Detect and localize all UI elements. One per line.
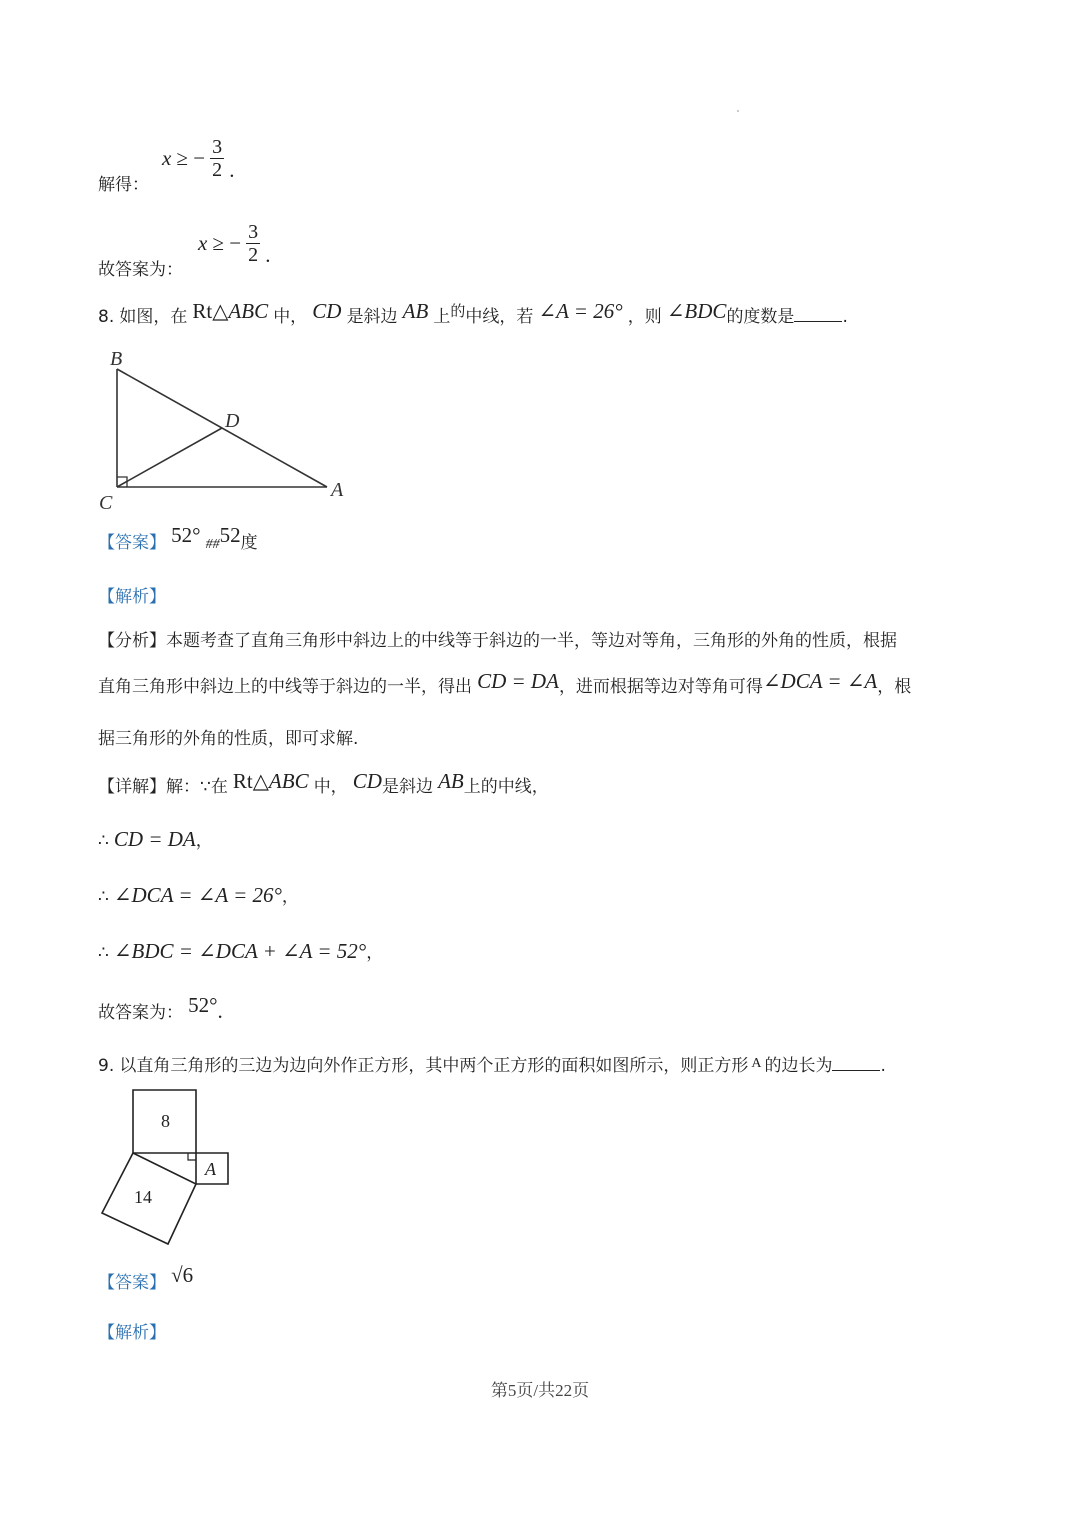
q9-text-2: 的边长为 — [764, 1056, 833, 1076]
q8-detail-cd: CD — [352, 769, 382, 793]
q8-text-4: 上 — [433, 307, 451, 327]
label-a: A — [331, 479, 344, 501]
q8-cd: CD — [312, 299, 342, 323]
final-answer-label: 故答案为： — [98, 1003, 183, 1023]
step-3-end: ， — [366, 943, 384, 963]
q8-detail-abc: ABC — [268, 769, 309, 793]
q8-detail-ab: AB — [438, 769, 464, 793]
label-c: C — [99, 492, 113, 514]
q8-fenxi-text-2a: 直角三角形中斜边上的中线等于斜边的一半，得出 — [98, 677, 472, 697]
q8-number: 8. — [98, 307, 115, 327]
q8-text-3: 是斜边 — [346, 307, 398, 327]
page-number: 第5页/共22页 — [490, 1381, 590, 1400]
prev-answer-relation: ≥ − — [212, 231, 242, 255]
median-cd — [117, 428, 222, 487]
solve-label: 解得： — [98, 175, 149, 195]
step-3-therefore: ∴ — [98, 943, 109, 962]
q8-answer-sep: ## — [205, 537, 220, 552]
q8-angle-a: ∠A = 26° — [538, 299, 623, 323]
prev-answer-expression — [198, 221, 270, 268]
q8-step-3 — [98, 938, 383, 964]
q8-step-1 — [98, 826, 213, 852]
q8-answer-tag: 【答案】 — [98, 533, 166, 553]
q8-detail-rt: Rt△ — [232, 769, 269, 793]
q8-analysis-tag: 【解析】 — [98, 587, 166, 607]
q8-abc: ABC — [228, 299, 269, 323]
step-1-equation: CD = DA — [113, 827, 196, 851]
q8-text-5: 中线，若 — [465, 307, 534, 327]
q9-text: 以直角三角形的三边为边向外作正方形，其中两个正方形的面积如图所示，则正方形 — [119, 1056, 749, 1076]
q8-text-1: 如图，在 — [119, 307, 188, 327]
final-answer-end: . — [217, 999, 223, 1023]
q9-stem — [98, 1051, 886, 1076]
square-14-label: 14 — [134, 1187, 152, 1207]
q8-text-4b: 的 — [450, 302, 466, 320]
q8-fenxi-line-1 — [98, 626, 897, 651]
solve-relation: ≥ − — [176, 146, 206, 170]
page-footer — [0, 1376, 1080, 1401]
q8-text-2: 中， — [273, 307, 308, 327]
solve-denominator: 2 — [212, 159, 223, 181]
q8-stem — [98, 299, 848, 328]
final-answer-value: 52° — [188, 993, 218, 1017]
q8-fenxi-line-3: 据三角形的外角的性质，即可求解. — [98, 729, 359, 749]
q9-answer-blank — [832, 1054, 880, 1071]
q9-answer-tag: 【答案】 — [98, 1273, 166, 1293]
prev-answer-var: x — [198, 231, 208, 255]
q8-answer-line — [98, 523, 258, 554]
prev-answer-numerator: 3 — [248, 221, 259, 243]
q8-final-answer — [98, 993, 223, 1024]
q8-fenxi-text-1: 本题考查了直角三角形中斜边上的中线等于斜边的一半，等边对等角，三角形的外角的性质，根据 — [166, 631, 897, 651]
label-d: D — [225, 410, 240, 432]
q8-answer-v1: 52° — [171, 523, 201, 547]
q8-fenxi-line-2 — [98, 669, 912, 698]
q9-square-letter: A — [751, 1056, 762, 1071]
q8-fenxi-text-2b: ，进而根据等边对等角可得 — [558, 677, 763, 697]
q8-detail-line — [98, 769, 549, 798]
q8-text-6: ，则 — [627, 307, 662, 327]
solve-expression — [162, 136, 234, 183]
q9-number: 9. — [98, 1056, 115, 1076]
q8-detail-text-3: 是斜边 — [381, 777, 433, 797]
square-8-label: 8 — [161, 1111, 170, 1131]
q8-detail-tag: 【详解】 — [98, 777, 166, 797]
step-2-therefore: ∴ — [98, 887, 109, 906]
solve-end: . — [229, 158, 235, 182]
q8-fenxi-text-2c: ，根 — [877, 677, 912, 697]
solve-var: x — [162, 146, 172, 170]
q8-fenxi-eq-1: CD = DA — [477, 669, 559, 693]
q9-analysis-tag: 【解析】 — [98, 1323, 166, 1343]
step-1-end: ， — [195, 831, 213, 851]
prev-answer-fraction — [246, 221, 260, 266]
q9-squares-figure — [95, 1085, 245, 1255]
q8-detail-text-4: 上的中线， — [463, 777, 549, 797]
q9-answer-value: √6 — [171, 1263, 194, 1287]
step-2-end: ， — [281, 887, 299, 907]
q9-end: . — [880, 1056, 886, 1076]
right-angle-mark-q9 — [188, 1153, 196, 1160]
q8-ab: AB — [402, 299, 429, 323]
solve-fraction — [210, 136, 224, 181]
q9-answer-line — [98, 1263, 194, 1294]
square-a-label: A — [205, 1159, 216, 1179]
q8-fenxi-eq-2: ∠DCA = ∠A — [762, 669, 878, 693]
solve-numerator: 3 — [212, 136, 223, 158]
step-2-equation: ∠DCA = ∠A = 26° — [113, 883, 282, 907]
q8-angle-bdc: ∠BDC — [666, 299, 727, 323]
prev-answer-label: 故答案为： — [98, 260, 183, 280]
q8-detail-text-1: 解：∵在 — [166, 777, 228, 797]
prev-answer-end: . — [265, 243, 271, 267]
q8-answer-blank — [794, 305, 842, 322]
q8-triangle-figure — [95, 345, 355, 515]
label-b: B — [110, 348, 123, 370]
q8-end: . — [842, 307, 848, 327]
step-3-equation: ∠BDC = ∠DCA + ∠A = 52° — [113, 939, 367, 963]
q8-answer-v2: 52 — [219, 523, 241, 547]
q8-fenxi-tag: 【分析】 — [98, 631, 166, 651]
q8-rt: Rt△ — [192, 299, 229, 323]
q8-text-7: 的度数是 — [726, 307, 795, 327]
q8-step-2 — [98, 882, 299, 908]
step-1-therefore: ∴ — [98, 831, 109, 850]
q8-detail-text-2: 中， — [313, 777, 348, 797]
q8-answer-unit: 度 — [240, 533, 258, 553]
stray-dot — [737, 110, 739, 112]
prev-answer-denominator: 2 — [248, 244, 259, 266]
